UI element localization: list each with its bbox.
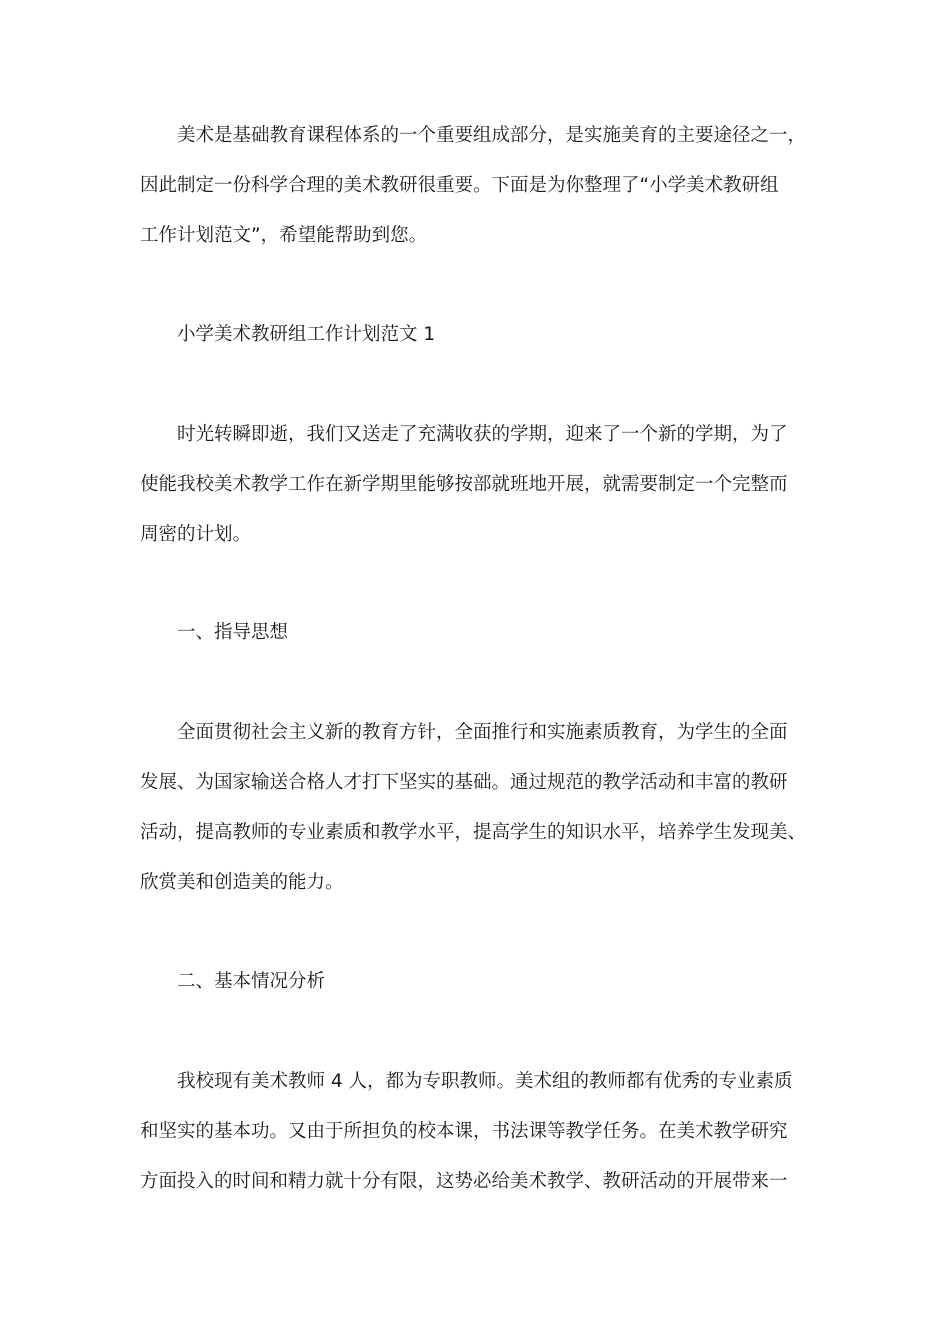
paragraph-line: 全面贯彻社会主义新的教育方针，全面推行和实施素质教育，为学生的全面 bbox=[177, 722, 788, 743]
section-heading-2 bbox=[140, 957, 812, 1007]
paragraph-line: 时光转瞬即逝，我们又送走了充满收获的学期，迎来了一个新的学期，为了 bbox=[177, 424, 788, 445]
paragraph-line: 使能我校美术教学工作在新学期里能够按部就班地开展，就需要制定一个完整而 bbox=[140, 474, 788, 495]
paragraph-line: 欣赏美和创造美的能力。 bbox=[140, 872, 344, 893]
document-title-text: 小学美术教研组工作计划范文 1 bbox=[177, 324, 436, 345]
paragraph-line: 和坚实的基本功。又由于所担负的校本课，书法课等教学任务。在美术教学研究 bbox=[140, 1121, 788, 1142]
section-heading-text: 一、指导思想 bbox=[177, 622, 289, 643]
paragraph-line: 方面投入的时间和精力就十分有限，这势必给美术教学、教研活动的开展带来一 bbox=[140, 1171, 788, 1192]
intro-line: 因此制定一份科学合理的美术教研很重要。下面是为你整理了“小学美术教研组 bbox=[140, 175, 779, 196]
paragraph-line: 发展、为国家输送合格人才打下坚实的基础。通过规范的教学活动和丰富的教研 bbox=[140, 772, 788, 793]
paragraph-line: 周密的计划。 bbox=[140, 524, 252, 545]
paragraph-line: 我校现有美术教师 4 人，都为专职教师。美术组的教师都有优秀的专业素质 bbox=[177, 1071, 793, 1092]
paragraph-3 bbox=[140, 1057, 812, 1207]
section-heading-text: 二、基本情况分析 bbox=[177, 971, 326, 992]
document-title bbox=[140, 310, 812, 360]
paragraph-line: 活动，提高教师的专业素质和教学水平，提高学生的知识水平，培养学生发现美、 bbox=[140, 822, 807, 843]
intro-line: 美术是基础教育课程体系的一个重要组成部分，是实施美育的主要途径之一， bbox=[177, 125, 807, 146]
paragraph-1 bbox=[140, 410, 812, 560]
intro-line: 工作计划范文”，希望能帮助到您。 bbox=[140, 225, 428, 246]
intro-paragraph bbox=[140, 111, 812, 261]
section-heading-1 bbox=[140, 608, 812, 658]
paragraph-2 bbox=[140, 708, 812, 908]
